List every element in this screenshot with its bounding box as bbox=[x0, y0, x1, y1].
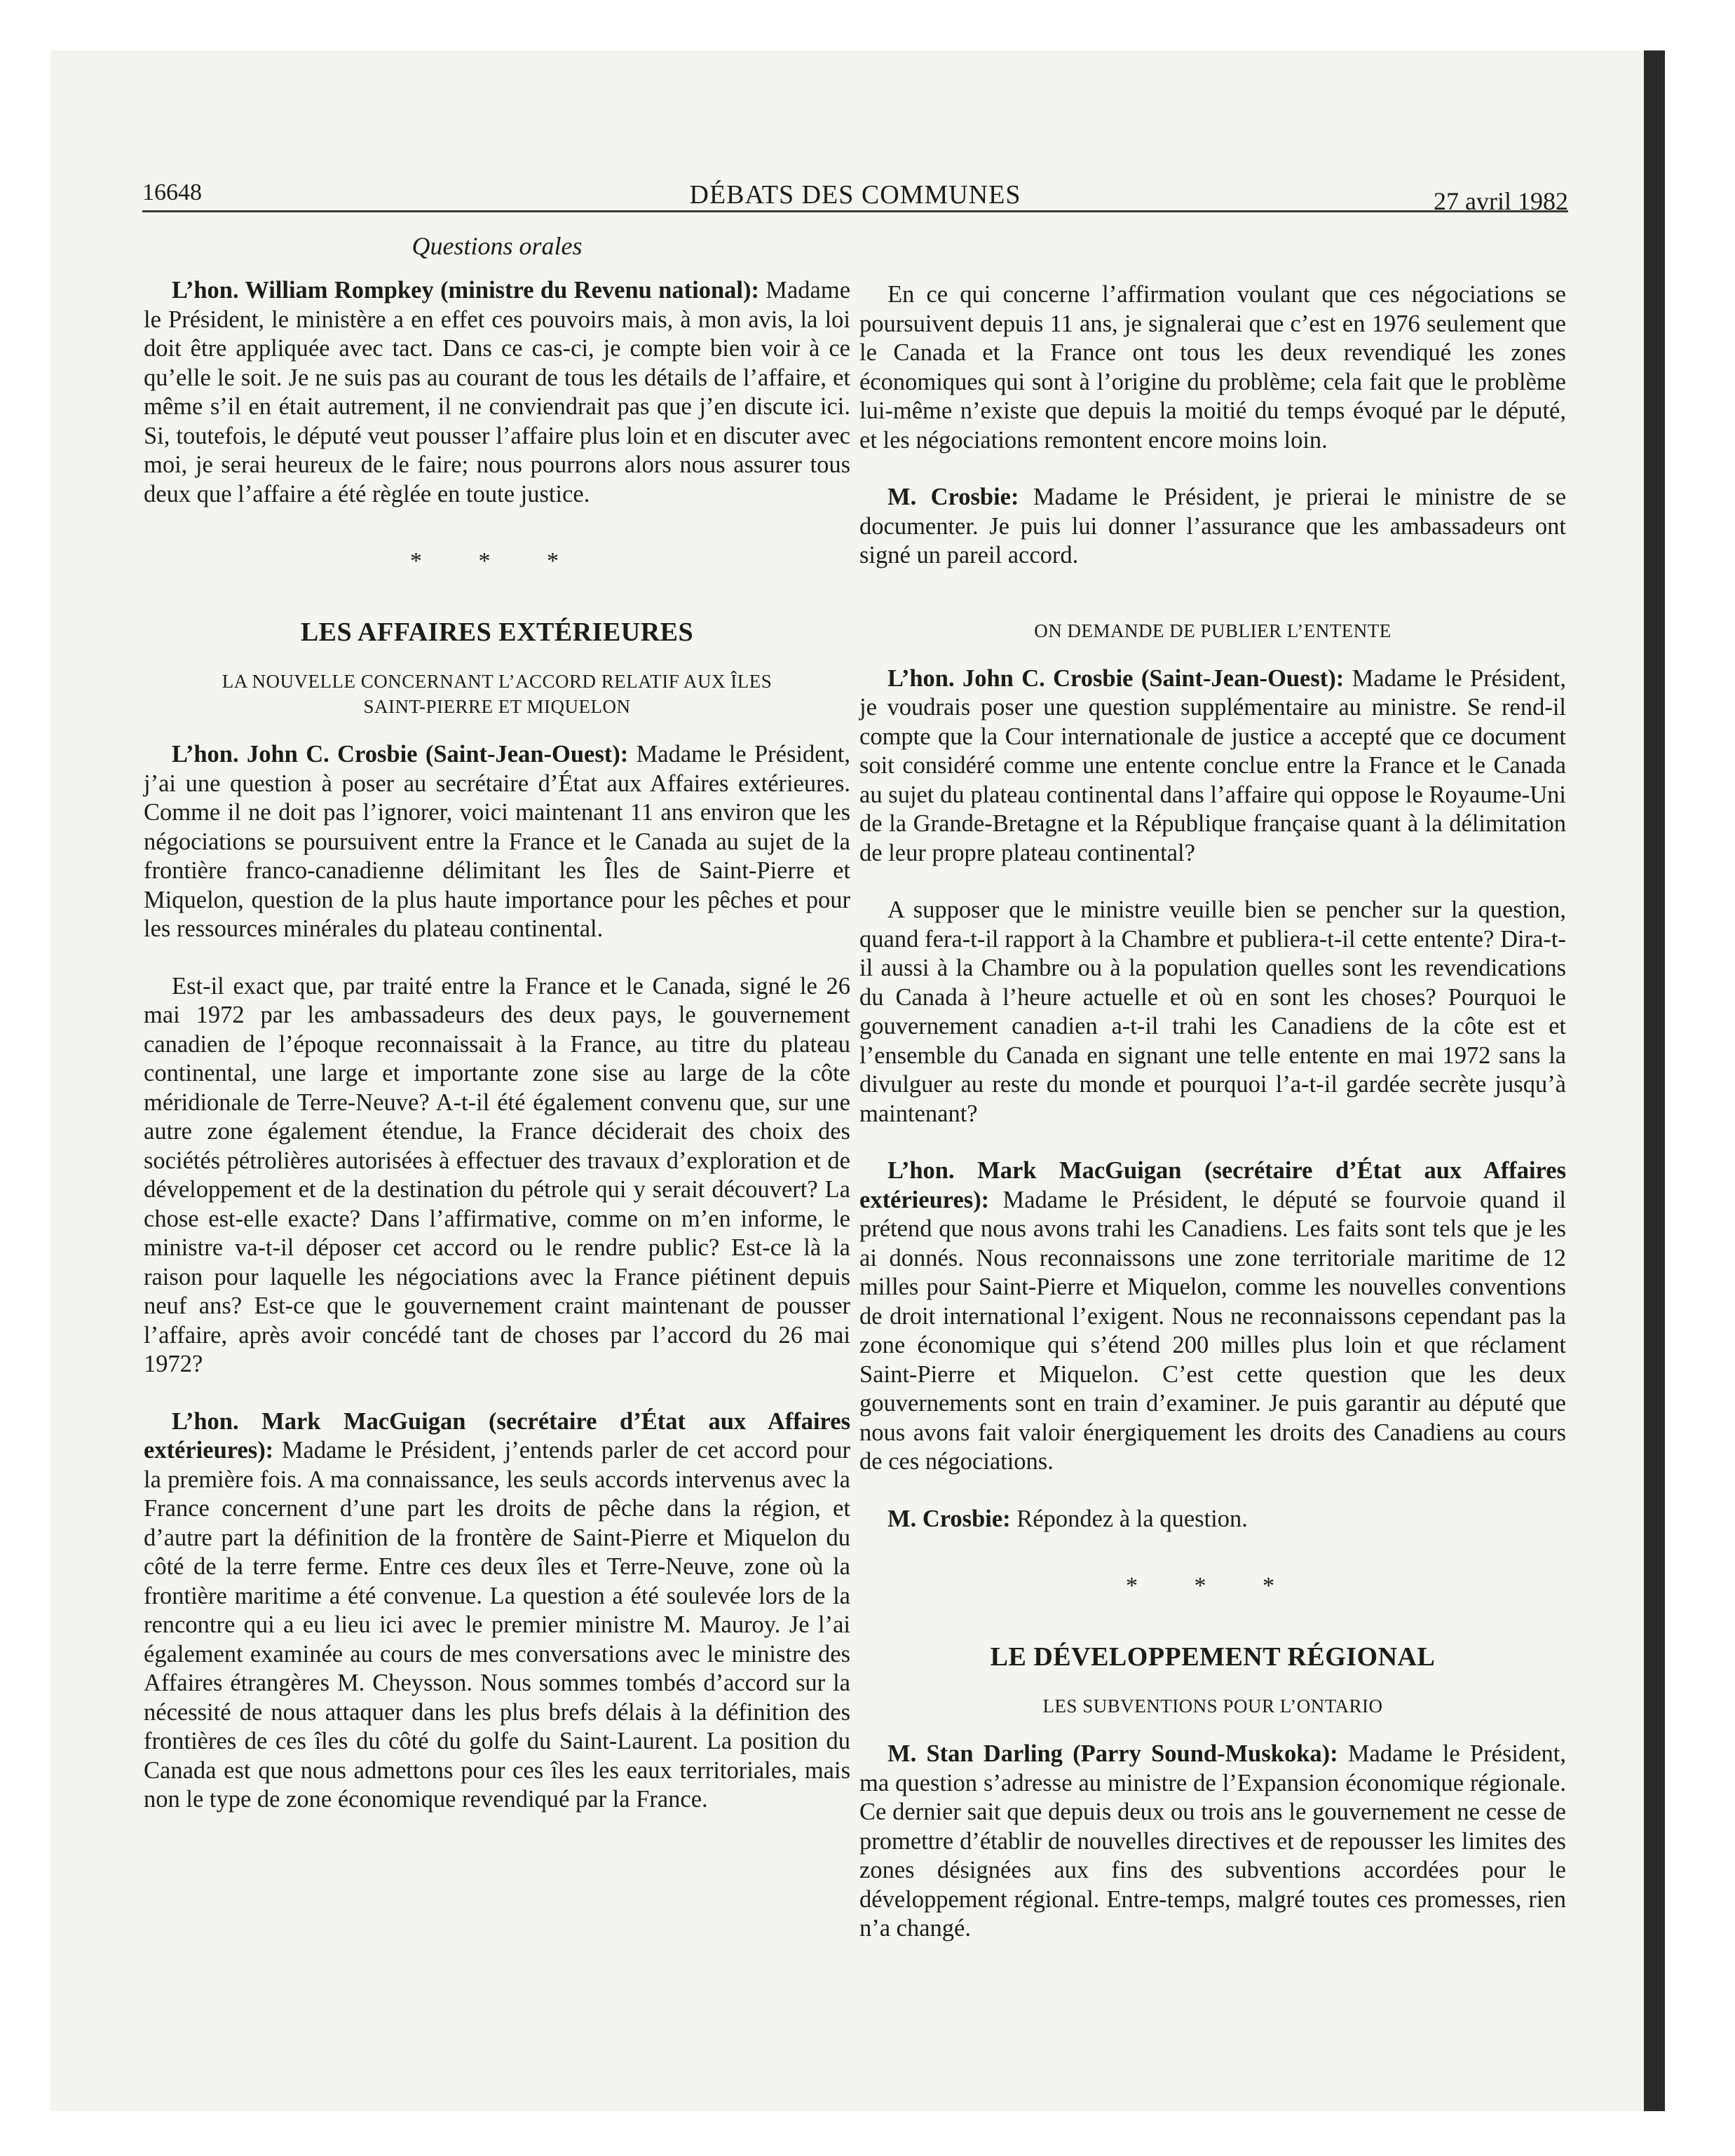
paragraph-text: Madame le Président, je prierai le ministre de se documenter. Je puis lui donner l’assurance que les ambassadeurs ont signé un pareil accord. bbox=[859, 484, 1567, 568]
speaker-name: L’hon. Mark MacGuigan (secrétaire d’État aux Affaires extérieures): bbox=[144, 1407, 850, 1464]
paragraph bbox=[859, 664, 1566, 868]
page-edge-shadow bbox=[1644, 50, 1665, 2111]
speaker-name: L’hon. John C. Crosbie (Saint-Jean-Ouest): bbox=[172, 741, 629, 767]
journal-title: DÉBATS DES COMMUNES bbox=[689, 180, 1021, 210]
paragraph-text: Madame le Président, j’ai une question à poser au secrétaire d’État aux Affaires extérieures. Comme il ne doit pas l’ignorer, voici maintenant 11 ans environ que les négociations se poursuivent entre la France et le Canada au sujet de la frontière franco-canadienne délimitant les Îles de Saint-Pierre et Miquelon, question de la plus haute importance pour les pêches et pour les ressources minérales du plateau continental. bbox=[144, 741, 850, 942]
speaker-name: M. Crosbie: bbox=[887, 1505, 1011, 1532]
subtitle-line: LA NOUVELLE CONCERNANT L’ACCORD RELATIF AUX ÎLES bbox=[222, 671, 773, 692]
paragraph-text: Répondez à la question. bbox=[1010, 1505, 1248, 1532]
paragraph bbox=[859, 1740, 1566, 1944]
paragraph: A supposer que le ministre veuille bien se pencher sur la question, quand fera-t-il rapport à la Chambre et publiera-t-il cette entente? Dira-t-il aussi à la Chambre ou à la population quelles sont les revendications du Canada à l’heure actuelle et où en sont les choses? Pourquoi le gouvernement canadien a-t-il trahi les Canadiens de la côte est et l’ensemble du Canada en signant une telle entente en mai 1972 sans la divulguer au reste du monde et pourquoi l’a-t-il gardée secrète jusqu’à maintenant? bbox=[859, 896, 1566, 1127]
section-subtitle: ON DEMANDE DE PUBLIER L’ENTENTE bbox=[1034, 620, 1392, 641]
paragraph-text: Madame le Président, je voudrais poser une question supplémentaire au ministre. Se rend-il compte que la Cour internationale de justice a accepté que ce document soit considéré comme une entente conclue entre la France et le Canada au sujet du plateau continental dans l’affaire qui oppose le Royaume-Uni de la Grande-Bretagne et la République française quant à la délimitation de leur propre plateau continental? bbox=[859, 664, 1566, 866]
header-rule bbox=[142, 210, 1568, 212]
section-subtitle: LES SUBVENTIONS POUR L’ONTARIO bbox=[1042, 1696, 1383, 1717]
paragraph bbox=[859, 1505, 1566, 1534]
paragraph: En ce qui concerne l’affirmation voulant que ces négociations se poursuivent depuis 11 ans, je signalerai que c’est en 1976 seulement que le Canada et la France ont tous les deux revendiqué les zones économiques qui sont à l’origine du problème; cela fait que le problème lui-même n’existe que depuis la moitié du temps évoqué par le député, et les négociations remontent encore moins loin. bbox=[859, 281, 1566, 453]
page-number: 16648 bbox=[142, 179, 202, 205]
paragraph bbox=[144, 1407, 850, 1815]
left-column bbox=[144, 231, 850, 1815]
section-separator: * * * bbox=[410, 548, 584, 574]
speaker-name: L’hon. William Rompkey (ministre du Revenu national): bbox=[172, 277, 759, 303]
paragraph-text: Madame le Président, le ministère a en effet ces pouvoirs mais, à mon avis, la loi doit être appliquée avec tact. Dans ce cas-ci, je compte bien voir à ce qu’elle le soit. Je ne suis pas au courant de tous les détails de l’affaire, et même s’il en était autrement, il ne conviendrait pas que j’en discute ici. Si, toutefois, le député veut pousser l’affaire plus loin et en discuter avec moi, je serai heureux de le faire; nous pourrons alors nous assurer tous deux que l’affaire a été règlée en toute justice. bbox=[144, 277, 851, 507]
paragraph: Est-il exact que, par traité entre la France et le Canada, signé le 26 mai 1972 par les ambassadeurs des deux pays, le gouvernement canadien de l’époque reconnaissait à la France, au titre du plateau continental, une large et importante zone sise au large de la côte méridionale de Terre-Neuve? A-t-il été également convenu que, sur une autre zone également étendue, la France déciderait des choix des sociétés pétrolières autorisées à effectuer des travaux d’exploration et de développement et de la destination du pétrole qui y serait découvert? La chose est-elle exacte? Dans l’affirmative, comme on m’en informe, le ministre va-t-il déposer cet accord ou le rendre public? Est-ce là la raison pour laquelle les négociations avec la France piétinent depuis neuf ans? Est-ce que le gouvernement craint maintenant de pousser l’affaire, après avoir concédé tant de choses par l’accord du 26 mai 1972? bbox=[144, 972, 850, 1377]
paragraph-text: Madame le Président, j’entends parler de cet accord pour la première fois. A ma connaissance, les seuls accords intervenus avec la France concernent d’une part les droits de pêche dans la région, et d’autre part la définition de la frontère de Saint-Pierre et Miquelon du côté de la terre ferme. Entre ces deux îles et Terre-Neuve, zone où la frontière maritime a été convenue. La question a été soulevée lors de la rencontre qui a eu lieu ici avec le premier ministre M. Mauroy. Je l’ai également examinée au cours de mes conversations avec le ministre des Affaires étrangères M. Cheysson. Nous sommes tombés d’accord sur la nécessité de nous attaquer dans les plus brefs délais à la définition des frontières de ces îles du côté du golfe du Saint-Laurent. La position du Canada est que nous admettons pour ces îles les eaux territoriales, mais non le type de zone économique revendiqué par la France. bbox=[144, 1437, 850, 1813]
paragraph bbox=[144, 276, 850, 509]
section-separator: * * * bbox=[1126, 1573, 1300, 1599]
speaker-name: M. Crosbie: bbox=[887, 484, 1019, 510]
page-date: 27 avril 1982 bbox=[1434, 187, 1568, 215]
paragraph-text: Madame le Président, le député se fourvoie quand il prétend que nous avons trahi les Canadiens. Les faits sont tels que je les ai donnés. Nous reconnaissons une zone territoriale maritime de 12 milles pour Saint-Pierre et Miquelon, comme les nouvelles conventions de droit international l’exigent. Nous ne reconnaissons cependant pas la zone économique qui s’étend 200 milles plus loin et que réclament Saint-Pierre et Miquelon. C’est cette question que les deux gouvernements sont en train d’examiner. Je puis garantir au député que nous avons fait valoir énergiquement les droits des Canadiens au cours de ces négociations. bbox=[859, 1186, 1566, 1475]
section-heading: Questions orales bbox=[411, 232, 583, 260]
speaker-name: M. Stan Darling (Parry Sound-Muskoka): bbox=[887, 1740, 1338, 1767]
paragraph-text: Madame le Président, ma question s’adresse au ministre de l’Expansion économique régionale. Ce dernier sait que depuis deux ou trois ans le gouvernement ne cesse de promettre d’établir de nouvelles directives et de repousser les limites des zones désignées aux fins des subventions accordées pour le développement régional. Entre-temps, malgré toutes ces promesses, rien n’a changé. bbox=[859, 1740, 1566, 1942]
right-column bbox=[859, 280, 1566, 1944]
paragraph bbox=[144, 740, 850, 944]
section-title: LES AFFAIRES EXTÉRIEURES bbox=[300, 618, 694, 647]
speaker-name: L’hon. John C. Crosbie (Saint-Jean-Ouest): bbox=[887, 664, 1345, 692]
section-title: LE DÉVELOPPEMENT RÉGIONAL bbox=[990, 1642, 1436, 1672]
subtitle-line: SAINT-PIERRE ET MIQUELON bbox=[363, 696, 631, 717]
speaker-name: L’hon. Mark MacGuigan (secrétaire d’État aux Affaires extérieures): bbox=[859, 1157, 1566, 1213]
section-subtitle bbox=[144, 669, 850, 719]
paragraph bbox=[859, 1157, 1566, 1477]
paragraph bbox=[859, 483, 1566, 571]
